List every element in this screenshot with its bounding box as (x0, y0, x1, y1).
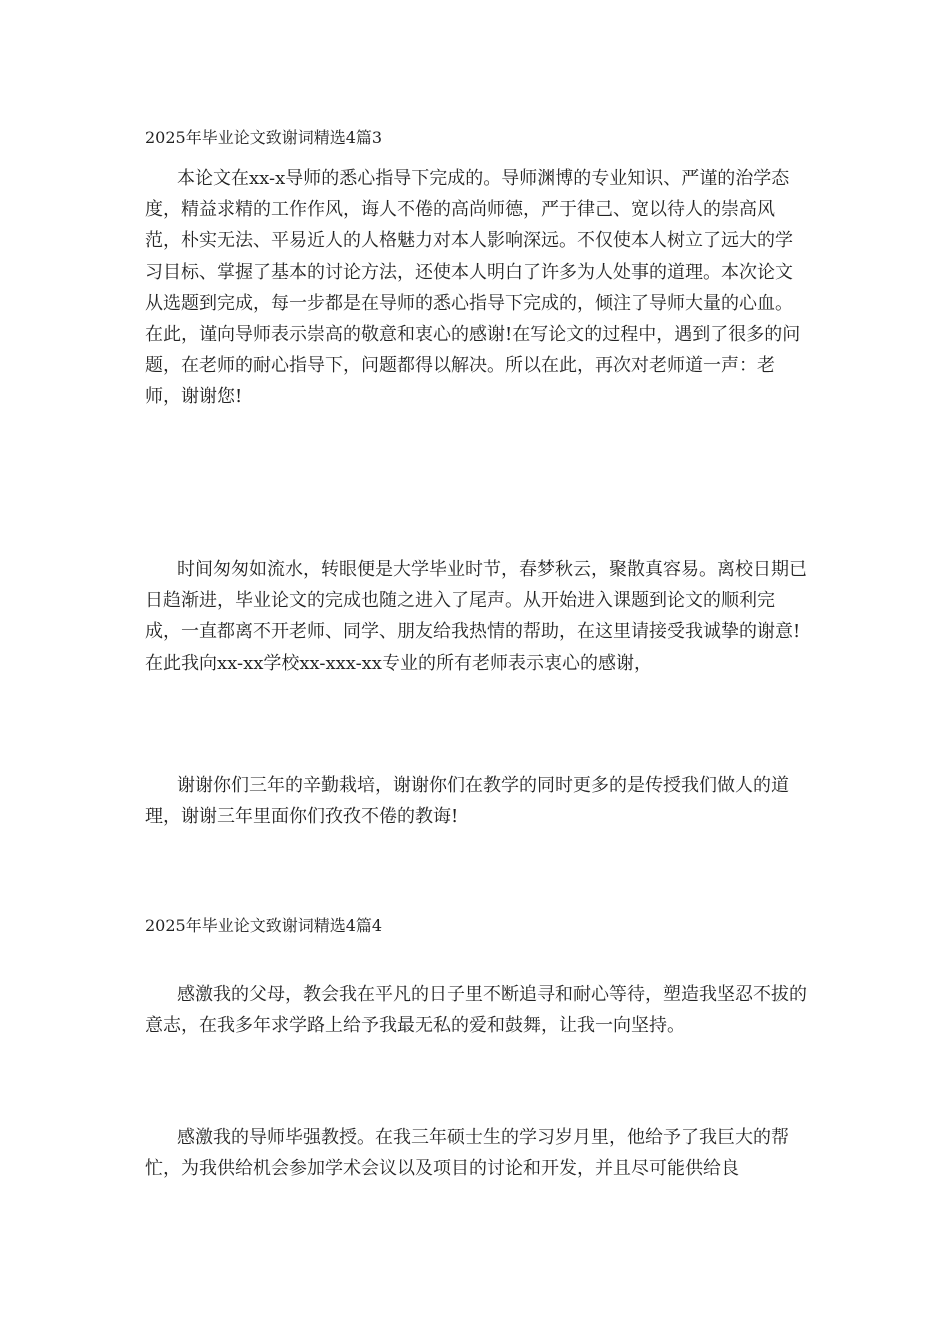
paragraph-5: 感激我的导师毕强教授。在我三年硕士生的学习岁月里，他给予了我巨大的帮忙，为我供给机会参加学术会议以及项目的讨论和开发，并且尽可能供给良 (145, 1127, 789, 1180)
section-heading-3: 2025年毕业论文致谢词精选4篇3 (145, 128, 383, 147)
section-heading-4: 2025年毕业论文致谢词精选4篇4 (145, 916, 383, 935)
paragraph-3: 谢谢你们三年的辛勤栽培，谢谢你们在教学的同时更多的是传授我们做人的道理，谢谢三年里面你们孜孜不倦的教诲! (145, 775, 789, 828)
paragraph-2: 时间匆匆如流水，转眼便是大学毕业时节，春梦秋云，聚散真容易。离校日期已日趋渐进，毕业论文的完成也随之进入了尾声。从开始进入课题到论文的顺利完成，一直都离不开老师、同学、朋友给我热情的帮助，在这里请接受我诚挚的谢意!在此我向xx-xx学校xx-xxx-xx专业的所有老师表示衷心的感谢， (145, 559, 807, 674)
paragraph-1: 本论文在xx-x导师的悉心指导下完成的。导师渊博的专业知识、严谨的治学态度，精益求精的工作作风，诲人不倦的高尚师德，严于律己、宽以待人的崇高风范，朴实无法、平易近人的人格魅力对本人影响深远。不仅使本人树立了远大的学习目标、掌握了基本的讨论方法，还使本人明白了许多为人处事的道理。本次论文从选题到完成，每一步都是在导师的悉心指导下完成的，倾注了导师大量的心血。在此，谨向导师表示崇高的敬意和衷心的感谢!在写论文的过程中，遇到了很多的问题，在老师的耐心指导下，问题都得以解决。所以在此，再次对老师道一声：老师，谢谢您! (145, 168, 801, 408)
paragraph-4: 感激我的父母，教会我在平凡的日子里不断追寻和耐心等待，塑造我坚忍不拔的意志，在我多年求学路上给予我最无私的爱和鼓舞，让我一向坚持。 (145, 984, 807, 1037)
